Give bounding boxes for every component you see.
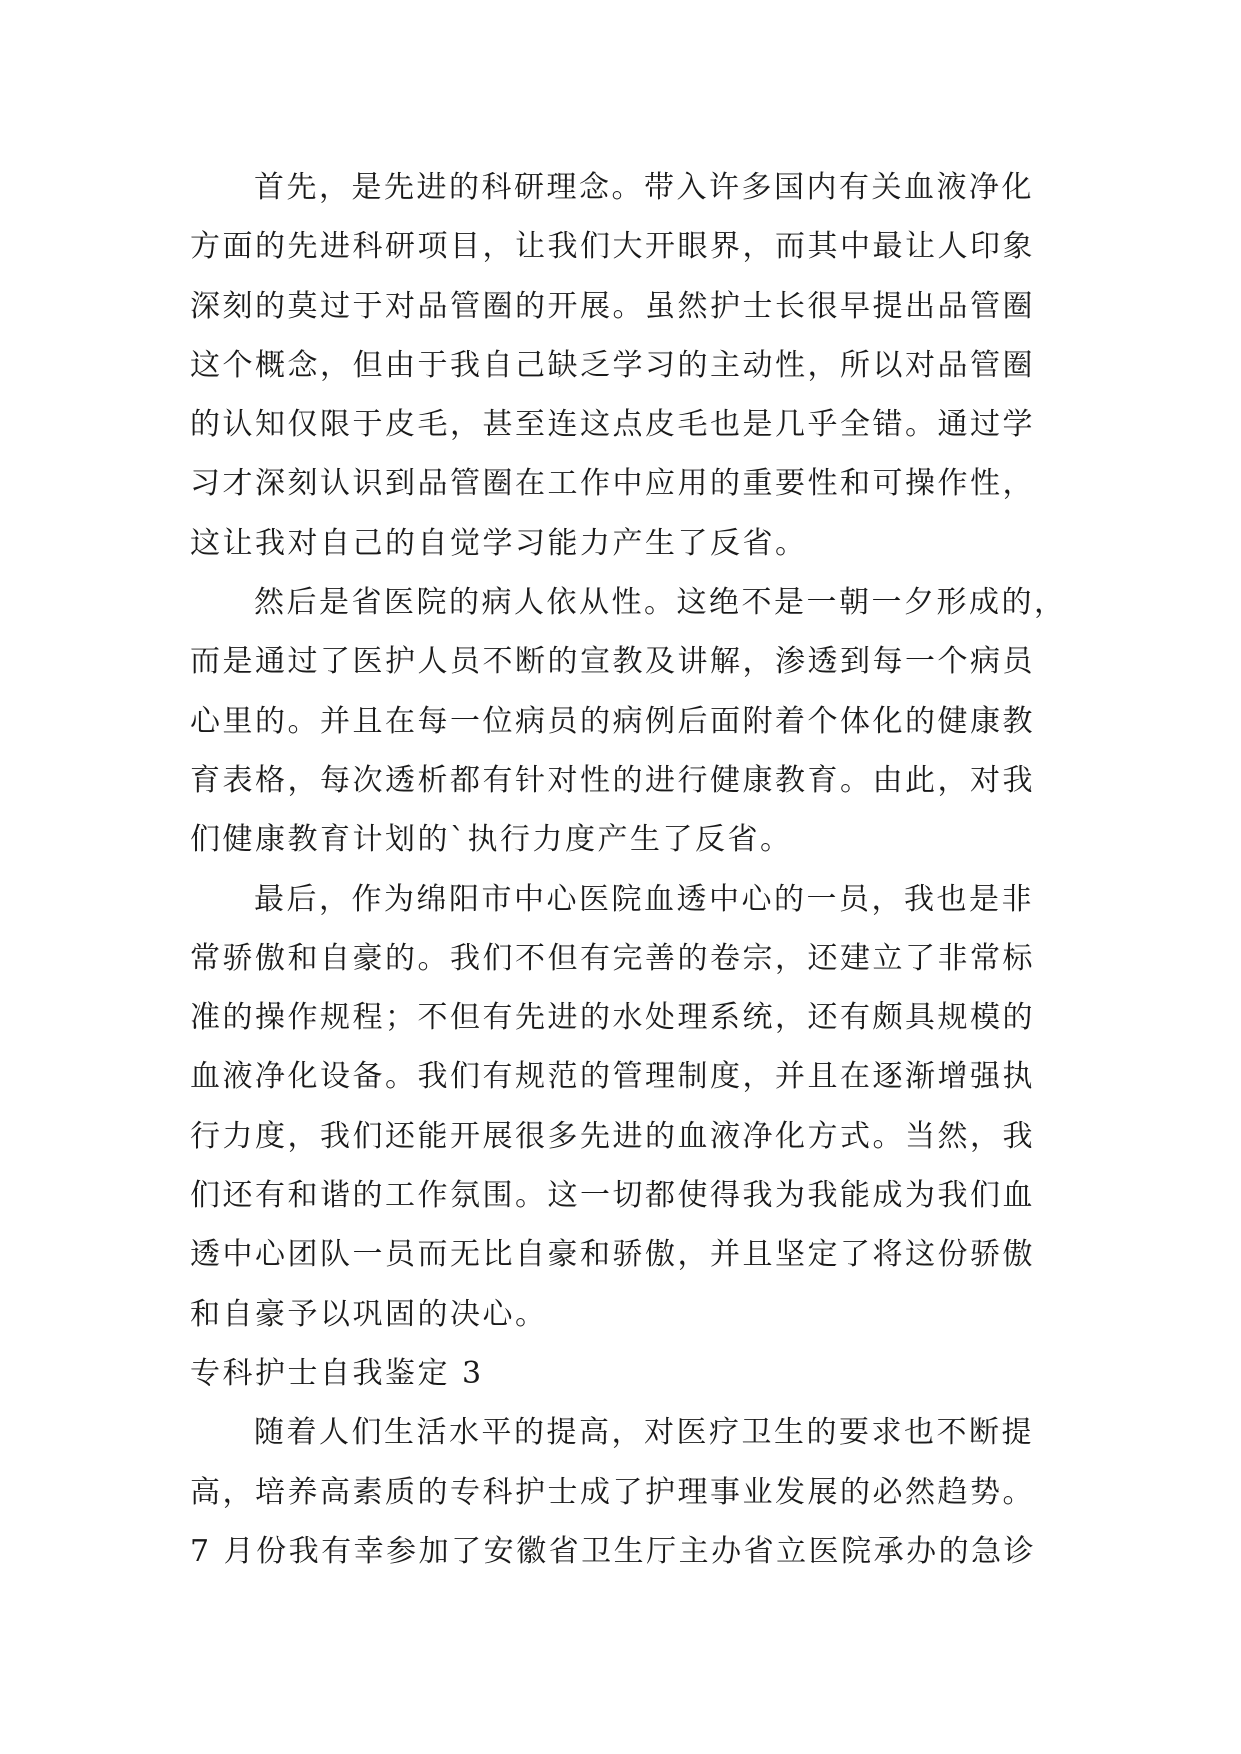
text-line: 随着人们生活水平的提高，对医疗卫生的要求也不断提: [254, 1415, 1034, 1451]
text-line: 育表格，每次透析都有针对性的进行健康教育。由此，对我: [190, 762, 1035, 798]
text-line: 然后是省医院的病人依从性。这绝不是一朝一夕形成的，: [254, 585, 1067, 621]
text-line: 们还有和谐的工作氛围。这一切都使得我为我能成为我们血: [190, 1178, 1035, 1214]
text-line: 方面的先进科研项目，让我们大开眼界，而其中最让人印象: [190, 229, 1035, 265]
text-line: 透中心团队一员而无比自豪和骄傲，并且坚定了将这份骄傲: [190, 1237, 1035, 1273]
text-line: 和自豪予以巩固的决心。: [190, 1296, 548, 1332]
paragraph-patient-compliance: [190, 573, 1067, 869]
text-line: 最后，作为绵阳市中心医院血透中心的一员，我也是非: [254, 881, 1034, 917]
paragraph-research-concept: [190, 158, 1052, 573]
text-line: 们健康教育计划的`执行力度产生了反省。: [190, 822, 793, 858]
text-line: 准的操作规程；不但有先进的水处理系统，还有颇具规模的: [190, 1000, 1035, 1036]
text-line: 7 月份我有幸参加了安徽省卫生厅主办省立医院承办的急诊: [190, 1533, 1037, 1569]
text-line: 而是通过了医护人员不断的宣教及讲解，渗透到每一个病员: [190, 644, 1035, 680]
text-line: 的认知仅限于皮毛，甚至连这点皮毛也是几乎全错。通过学: [190, 407, 1035, 443]
paragraph-dialysis-center: [190, 870, 1052, 1344]
paragraph-specialist-nurse: [190, 1403, 1052, 1581]
section-heading: 专科护士自我鉴定 3: [190, 1355, 484, 1391]
text-line: 首先，是先进的科研理念。带入许多国内有关血液净化: [254, 170, 1034, 205]
text-line: 这让我对自己的自觉学习能力产生了反省。: [190, 525, 808, 561]
text-line: 行力度，我们还能开展很多先进的血液净化方式。当然，我: [190, 1118, 1035, 1154]
document-body: [190, 158, 1067, 1581]
text-line: 深刻的莫过于对品管圈的开展。虽然护士长很早提出品管圈: [190, 288, 1035, 324]
text-line: 血液净化设备。我们有规范的管理制度，并且在逐渐增强执: [190, 1059, 1035, 1095]
text-line: 习才深刻认识到品管圈在工作中应用的重要性和可操作性，: [190, 466, 1035, 502]
text-line: 心里的。并且在每一位病员的病例后面附着个体化的健康教: [190, 703, 1035, 739]
text-line: 常骄傲和自豪的。我们不但有完善的卷宗，还建立了非常标: [190, 940, 1035, 976]
text-line: 这个概念，但由于我自己缺乏学习的主动性，所以对品管圈: [190, 347, 1035, 383]
text-line: 高，培养高素质的专科护士成了护理事业发展的必然趋势。: [190, 1474, 1035, 1510]
